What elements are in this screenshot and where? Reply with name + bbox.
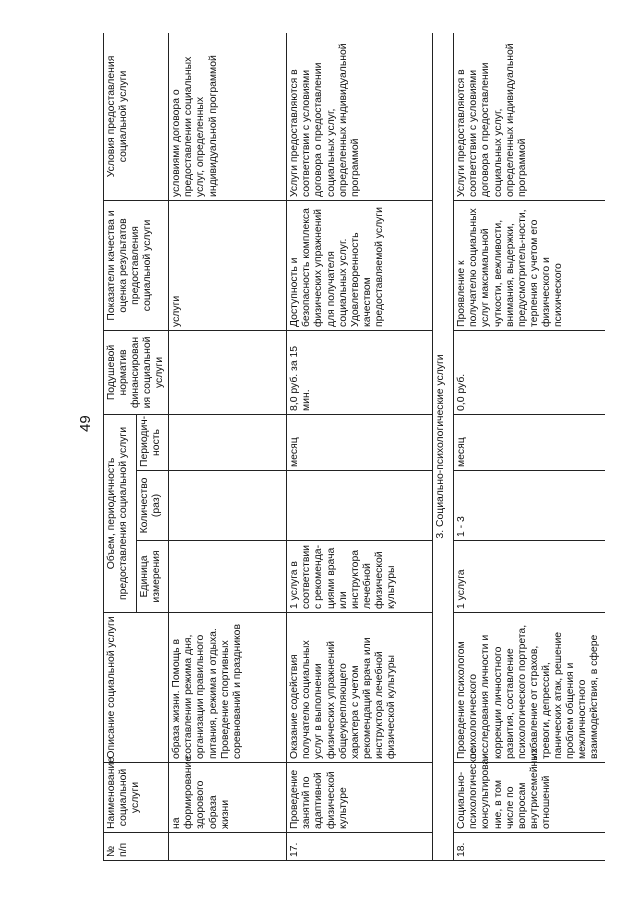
cell-desc: Проведение психологом психологического исследования личности и коррекции личностного развития, составление психологического портрета, избавление от страхов, тревоги, депрессий, панических атак, решение проблем общения и межличностного взаимодействия, в сфере bbox=[454, 613, 605, 763]
cell-norm bbox=[169, 330, 287, 414]
cell-period: месяц bbox=[287, 414, 433, 470]
cell-quality: услуги bbox=[169, 200, 287, 330]
header-unit: Единица измерения bbox=[136, 541, 169, 613]
cell-qty bbox=[287, 471, 433, 541]
header-row-1 bbox=[104, 33, 137, 861]
table-row-continued bbox=[169, 33, 287, 861]
cell-conditions: Услуги предоставляются в соответствии с условиями договора о предоставлении социальных услуг, определенных индивидуальной программой bbox=[287, 33, 433, 200]
cell-conditions: условиями договора о предоставлении социальных услуг, определенных индивидуальной программой bbox=[169, 33, 287, 200]
cell-quality: Проявление к получателю социальных услуг максимальной чуткости, вежливости, внимания, выдержки, предусмотритель-ности, терпения с учетом его физического и психического bbox=[454, 200, 605, 330]
header-norm: Подушевой норматив финансирован ия социальной услуги bbox=[104, 330, 169, 414]
cell-unit bbox=[169, 541, 287, 613]
cell-desc: Оказание содействия получателю социальных услуг в выполнении физических упражнений общеукрепляющего характера с учетом рекомендаций врача или инструктора лечебной физической культуры bbox=[287, 613, 433, 763]
cell-num: 17. bbox=[287, 833, 433, 861]
header-period: Периодич-ность bbox=[136, 414, 169, 470]
cell-desc: образа жизни. Помощь в составлении режима дня, организации правильного питания, режима и отдыха. Проведение спортивных соревнований и праздников bbox=[169, 613, 287, 763]
cell-period: месяц bbox=[454, 414, 605, 470]
cell-name: на формирование здорового образа жизни bbox=[169, 763, 287, 833]
page-number: 49 bbox=[77, 415, 94, 432]
table-stage bbox=[103, 33, 605, 861]
cell-norm: 0,0 руб. bbox=[454, 330, 605, 414]
cell-num bbox=[169, 833, 287, 861]
rotated-page-content bbox=[103, 33, 605, 861]
section-title: 3. Социально-психологические услуги bbox=[433, 33, 454, 861]
social-services-table bbox=[103, 33, 605, 861]
cell-unit: 1 услуга bbox=[454, 541, 605, 613]
cell-norm: 8,0 руб. за 15 мин. bbox=[287, 330, 433, 414]
cell-conditions: Услуги предоставляются в соответствии с условиями договора о предоставлении социальных услуг, определенных индивидуальной программой bbox=[454, 33, 605, 200]
header-conditions: Условия предоставления социальной услуги bbox=[104, 33, 169, 200]
cell-unit: 1 услуга в соответствии с рекоменда-циями врача или инструктора лечебной физической культуры bbox=[287, 541, 433, 613]
cell-name: Проведение занятий по адаптивной физической культуре bbox=[287, 763, 433, 833]
cell-quality: Доступность и безопасность комплекса физических упражнений для получателя социальных услуг. Удовлетворенность качеством предоставляемой услуги bbox=[287, 200, 433, 330]
cell-qty: 1 - 3 bbox=[454, 471, 605, 541]
header-name: Наименование социальной услуги bbox=[104, 763, 169, 833]
table-row-18 bbox=[454, 33, 605, 861]
cell-qty bbox=[169, 471, 287, 541]
header-qty: Количество (раз) bbox=[136, 471, 169, 541]
header-num: № п/п bbox=[104, 833, 169, 861]
cell-num: 18. bbox=[454, 833, 605, 861]
section-row bbox=[433, 33, 454, 861]
table-row-17 bbox=[287, 33, 433, 861]
cell-name: Социально-психологическое консультирова-ние, в том числе по вопросам внутрисемейных отношений bbox=[454, 763, 605, 833]
cell-period bbox=[169, 414, 287, 470]
header-volume: Объем, периодичность предоставления социальной услуги bbox=[104, 414, 137, 612]
header-desc: Описание социальной услуги bbox=[104, 613, 169, 763]
header-quality: Показатели качества и оценка результатов предоставления социальной услуги bbox=[104, 200, 169, 330]
